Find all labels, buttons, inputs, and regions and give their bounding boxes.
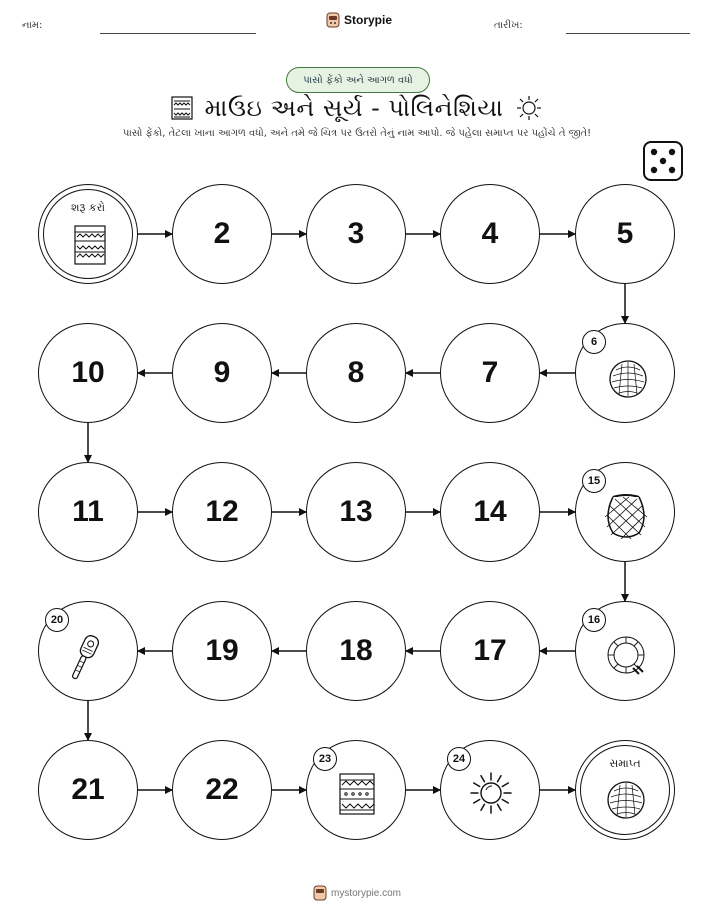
cell-number: 5 bbox=[616, 217, 634, 250]
tapa-cloth-icon bbox=[74, 225, 106, 265]
cell-number-badge: 16 bbox=[582, 608, 606, 632]
instructions-text: પાસો ફેંકો, તેટલા ખાના આગળ વધો, અને તમે જે ચિત્ર પર ઉતરો તેનું નામ આપો. જે પહેલા સમાપ્ત પર પહોંચે તે જીતે! bbox=[122, 128, 592, 139]
board-cell-6[interactable] bbox=[575, 323, 675, 423]
tapa-cloth-icon bbox=[339, 773, 375, 819]
cell-number: 19 bbox=[205, 634, 239, 667]
board-cell-12[interactable] bbox=[172, 462, 272, 562]
board-cell-17[interactable] bbox=[440, 601, 540, 701]
cell-number: 7 bbox=[481, 356, 499, 389]
board-cell-11[interactable] bbox=[38, 462, 138, 562]
cell-number-badge: 24 bbox=[447, 747, 471, 771]
board-cell-15[interactable] bbox=[575, 462, 675, 562]
board-cell-24[interactable] bbox=[440, 740, 540, 840]
cell-number: 13 bbox=[339, 495, 373, 528]
page-title: માઉઇ અને સૂર્ય - પોલિનેશિયા bbox=[204, 94, 504, 122]
start-label: શરૂ કરો bbox=[70, 201, 106, 214]
board-cell-16[interactable] bbox=[575, 601, 675, 701]
board-cell-8[interactable] bbox=[306, 323, 406, 423]
coconut-icon bbox=[604, 777, 648, 821]
brand-name: Storypie bbox=[344, 13, 393, 27]
board-cell-22[interactable] bbox=[172, 740, 272, 840]
board-cell-14[interactable] bbox=[440, 462, 540, 562]
cell-number: 8 bbox=[347, 356, 365, 389]
board-cell-20[interactable] bbox=[38, 601, 138, 701]
board-cell-13[interactable] bbox=[306, 462, 406, 562]
carved-club-icon bbox=[63, 630, 103, 690]
cell-number: 21 bbox=[71, 773, 105, 806]
board-cell-4[interactable] bbox=[440, 184, 540, 284]
storypie-footer-icon bbox=[313, 885, 327, 901]
board-cell-5[interactable] bbox=[575, 184, 675, 284]
cell-number: 2 bbox=[213, 217, 231, 250]
instruction-pill: પાસો ફેંકો અને આગળ વધો bbox=[286, 67, 430, 93]
board-cell-2[interactable] bbox=[172, 184, 272, 284]
cell-number: 12 bbox=[205, 495, 239, 528]
cell-number: 3 bbox=[347, 217, 365, 250]
board-cell-18[interactable] bbox=[306, 601, 406, 701]
cell-number-badge: 20 bbox=[45, 608, 69, 632]
footer bbox=[0, 885, 714, 901]
cell-number: 11 bbox=[72, 495, 104, 528]
cell-number: 9 bbox=[213, 356, 231, 389]
name-label: નામ: bbox=[22, 20, 43, 31]
board-cell-19[interactable] bbox=[172, 601, 272, 701]
board-cell-9[interactable] bbox=[172, 323, 272, 423]
finish-label: સમાપ્ત bbox=[609, 757, 641, 770]
board-cell-23[interactable] bbox=[306, 740, 406, 840]
board-cell-21[interactable] bbox=[38, 740, 138, 840]
cell-number-badge: 6 bbox=[582, 330, 606, 354]
cell-number: 14 bbox=[473, 495, 507, 528]
date-label: તારીખ: bbox=[494, 20, 523, 31]
board-cell-3[interactable] bbox=[306, 184, 406, 284]
cell-number: 4 bbox=[481, 217, 499, 250]
footer-url: mystorypie.com bbox=[330, 887, 401, 899]
cell-number: 22 bbox=[205, 773, 239, 806]
rope-icon bbox=[603, 632, 649, 682]
fishing-net-icon bbox=[601, 491, 651, 545]
coconut-icon bbox=[606, 356, 650, 404]
cell-number: 10 bbox=[71, 356, 105, 389]
cell-number: 17 bbox=[473, 634, 507, 667]
board-cell-10[interactable] bbox=[38, 323, 138, 423]
cell-number-badge: 15 bbox=[582, 469, 606, 493]
sun-icon bbox=[467, 769, 515, 821]
finish-cell[interactable] bbox=[575, 740, 675, 840]
board-cell-7[interactable] bbox=[440, 323, 540, 423]
cell-number-badge: 23 bbox=[313, 747, 337, 771]
cell-number: 18 bbox=[339, 634, 373, 667]
start-cell[interactable] bbox=[38, 184, 138, 284]
